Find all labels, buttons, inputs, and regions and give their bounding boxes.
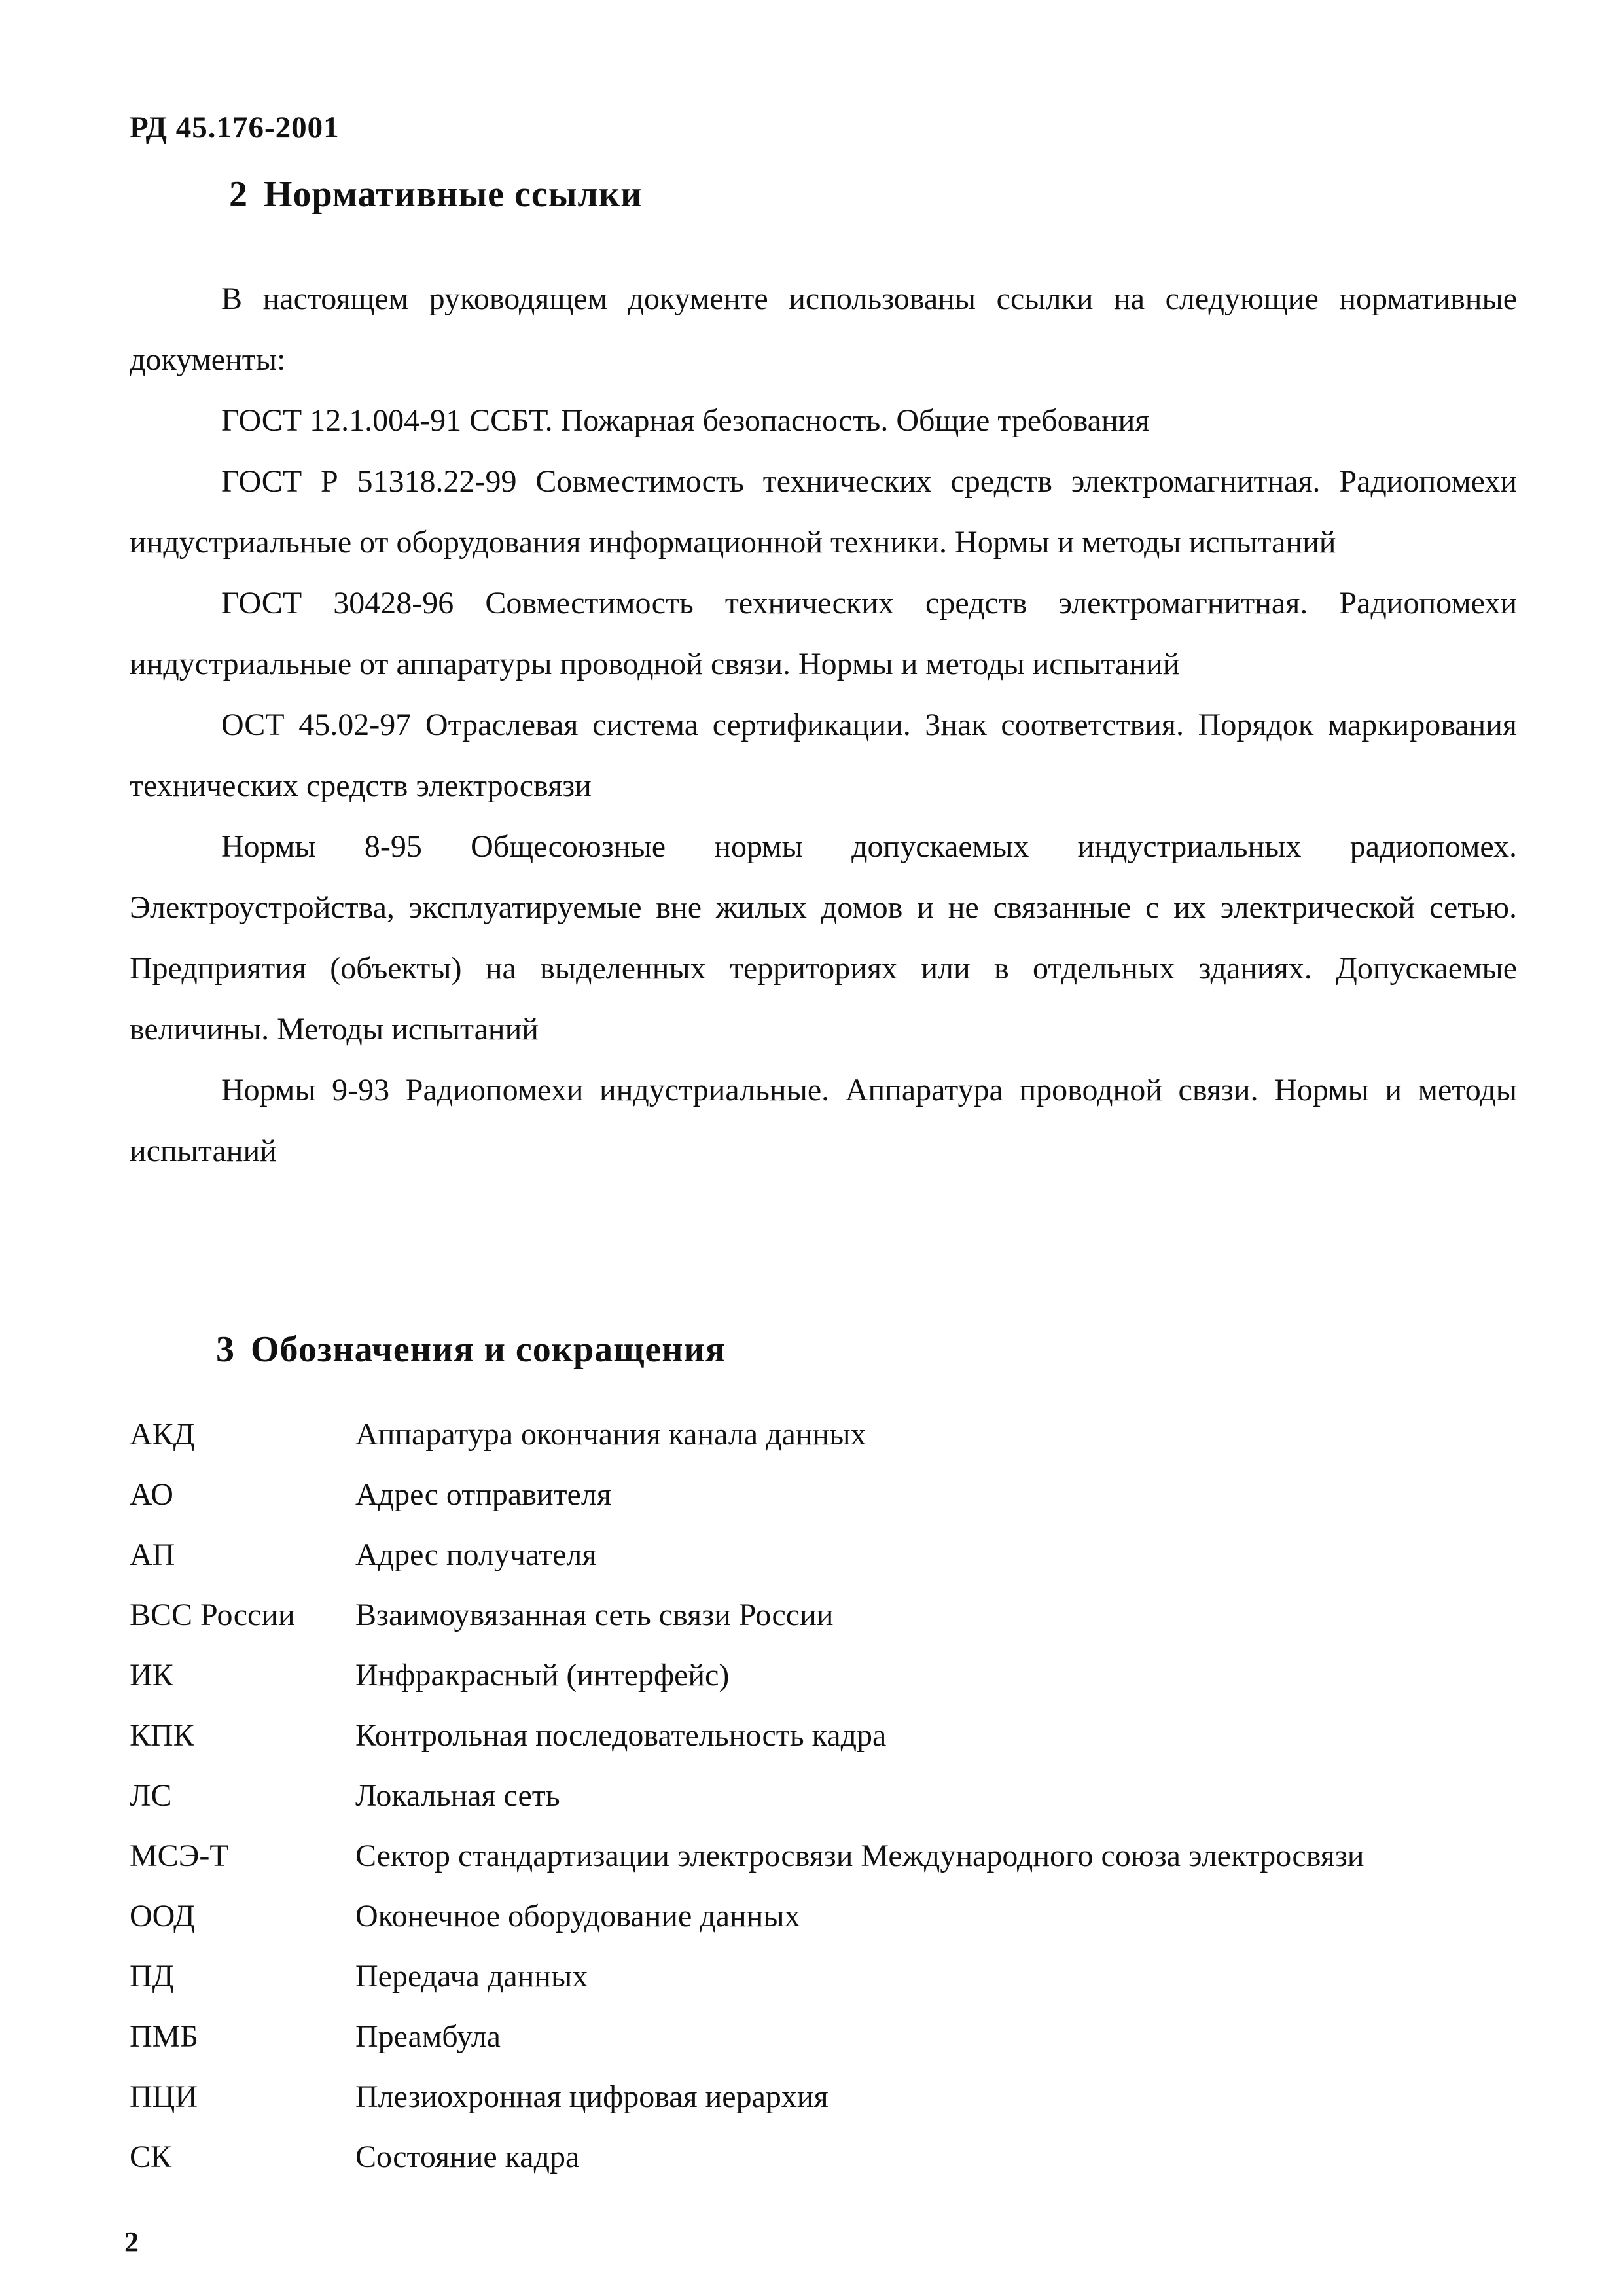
abbreviation-definition: Сектор стандартизации электросвязи Международного союза электросвязи (355, 1838, 1364, 1873)
abbreviation-definition: Передача данных (355, 1958, 588, 1994)
reference-item: ГОСТ 12.1.004-91 ССБТ. Пожарная безопасность. Общие требования (221, 403, 1150, 438)
abbreviation-definition: Состояние кадра (355, 2139, 580, 2174)
abbreviation-definition: Локальная сеть (355, 1778, 560, 1813)
abbreviation-term: ВСС России (130, 1597, 295, 1632)
reference-item: ГОСТ 30428-96 Совместимость технических средств электромагнитная. Радиопомехи индустриальные от аппаратуры проводной связи. Нормы и методы испытаний (130, 586, 1517, 681)
abbreviation-definition: Плезиохронная цифровая иерархия (355, 2079, 829, 2114)
abbreviation-term: ПМБ (130, 2018, 198, 2054)
section-3-number: 3 (216, 1329, 235, 1370)
abbreviation-term: ПЦИ (130, 2079, 198, 2114)
abbreviation-term: КПК (130, 1717, 194, 1753)
abbreviation-row (130, 1765, 1537, 1825)
abbreviation-definition: Инфракрасный (интерфейс) (355, 1657, 730, 1693)
document-code: РД 45.176-2001 (130, 111, 340, 145)
section-3-title: Обозначения и сокращения (251, 1329, 726, 1370)
abbreviation-row (130, 2066, 1537, 2126)
abbreviation-definition: Оконечное оборудование данных (355, 1898, 800, 1933)
abbreviation-term: СК (130, 2139, 172, 2174)
abbreviation-row (130, 1585, 1537, 1645)
section-2-number: 2 (229, 174, 248, 215)
normative-references (130, 268, 1517, 1181)
abbreviation-term: МСЭ-Т (130, 1838, 229, 1873)
references-intro: В настоящем руководящем документе использованы ссылки на следующие нормативные документы: (130, 281, 1517, 377)
reference-item: Нормы 9-93 Радиопомехи индустриальные. Аппаратура проводной связи. Нормы и методы испытаний (130, 1073, 1517, 1168)
abbreviation-term: ИК (130, 1657, 173, 1693)
abbreviation-term: АП (130, 1537, 175, 1572)
abbreviation-row (130, 1464, 1537, 1524)
reference-item: Нормы 8-95 Общесоюзные нормы допускаемых индустриальных радиопомех. Электроустройства, эксплуатируемые вне жилых домов и не связанные с их электрической сетью. Предприятия (объекты) на выделенных территориях или в отдельных зданиях. Допускаемые величины. Методы испытаний (130, 829, 1517, 1047)
section-3-heading (216, 1329, 726, 1371)
abbreviation-definition: Преамбула (355, 2018, 501, 2054)
abbreviation-term: АО (130, 1477, 173, 1512)
abbreviation-row (130, 2126, 1537, 2187)
abbreviation-row (130, 2006, 1537, 2066)
abbreviation-row (130, 1886, 1537, 1946)
abbreviation-term: ЛС (130, 1778, 172, 1813)
abbreviation-definition: Адрес отправителя (355, 1477, 611, 1512)
abbreviation-term: АКД (130, 1416, 195, 1452)
abbreviation-term: ПД (130, 1958, 174, 1994)
abbreviation-definition: Аппаратура окончания канала данных (355, 1416, 866, 1452)
abbreviation-row (130, 1404, 1537, 1464)
reference-item: ГОСТ Р 51318.22-99 Совместимость технических средств электромагнитная. Радиопомехи индустриальные от оборудования информационной техники. Нормы и методы испытаний (130, 464, 1517, 560)
abbreviation-row (130, 1825, 1537, 1886)
abbreviation-definition: Контрольная последовательность кадра (355, 1717, 887, 1753)
abbreviation-row (130, 1524, 1537, 1585)
abbreviation-row (130, 1946, 1537, 2006)
section-2-title: Нормативные ссылки (264, 174, 643, 215)
abbreviations-list (130, 1404, 1537, 2187)
abbreviation-definition: Адрес получателя (355, 1537, 597, 1572)
page-number: 2 (124, 2226, 139, 2258)
section-2-heading (229, 173, 642, 215)
abbreviation-row (130, 1705, 1537, 1765)
abbreviation-term: ООД (130, 1898, 195, 1933)
abbreviation-row (130, 1645, 1537, 1705)
abbreviation-definition: Взаимоувязанная сеть связи России (355, 1597, 834, 1632)
reference-item: ОСТ 45.02-97 Отраслевая система сертификации. Знак соответствия. Порядок маркирования технических средств электросвязи (130, 708, 1517, 803)
